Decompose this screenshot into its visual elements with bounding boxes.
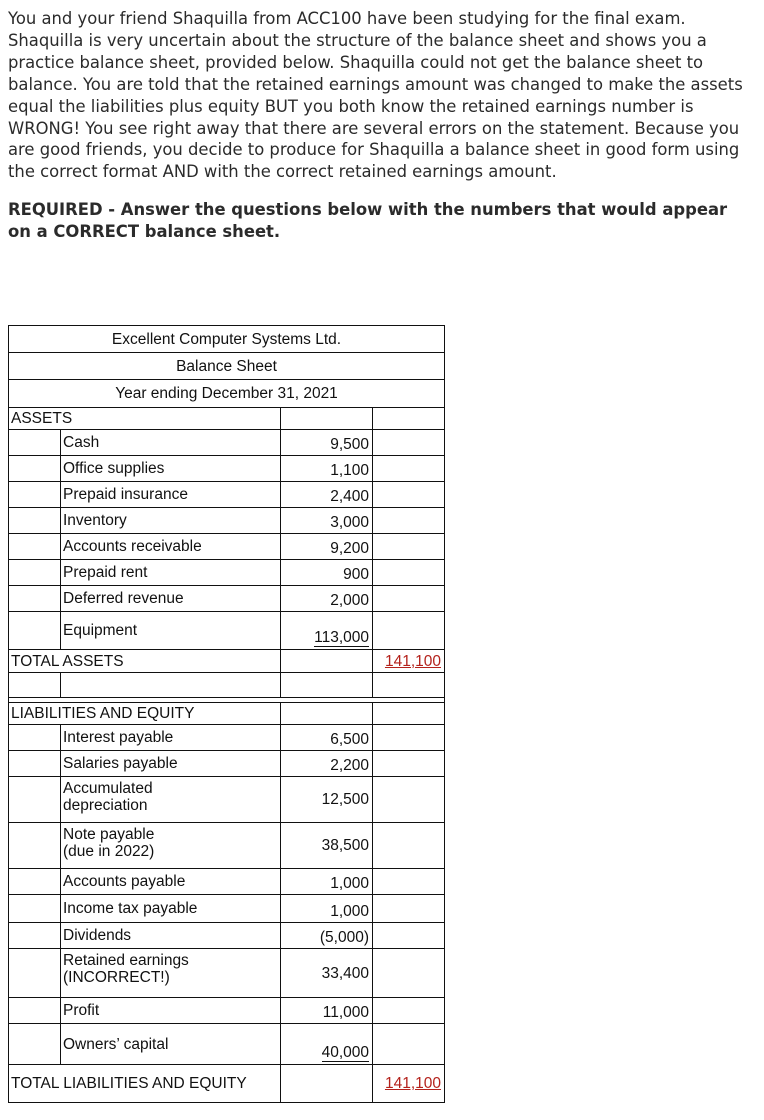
indent-cell [8, 895, 60, 923]
total-assets-cell [372, 650, 445, 673]
table-row [8, 923, 445, 949]
line-item-label: Prepaid rent [60, 560, 280, 586]
line-item-label-line1: Retained earnings [63, 952, 189, 969]
line-item-label: Accounts receivable [60, 534, 280, 560]
statement-period: Year ending December 31, 2021 [8, 380, 445, 407]
empty-cell [280, 1065, 372, 1103]
line-item-label: Dividends [60, 923, 280, 949]
line-item-label: Cash [60, 430, 280, 456]
line-item-amount: 12,500 [321, 791, 369, 808]
indent-cell [8, 560, 60, 586]
table-row [8, 430, 445, 456]
indent-cell [8, 869, 60, 895]
line-item-amount-cell [280, 869, 372, 895]
line-item-amount: 113,000 [314, 629, 369, 646]
empty-cell [372, 777, 445, 823]
assets-header: ASSETS [8, 407, 280, 430]
line-item-amount: 6,500 [330, 731, 369, 748]
empty-cell [372, 508, 445, 534]
line-item-amount: 11,000 [322, 1004, 369, 1021]
line-item-amount-cell [280, 823, 372, 869]
indent-cell [8, 534, 60, 560]
table-row [8, 534, 445, 560]
table-row [8, 751, 445, 777]
line-item-amount-cell [280, 534, 372, 560]
line-item-amount: 33,400 [321, 964, 369, 982]
table-row [8, 895, 445, 923]
line-item-amount-cell [280, 895, 372, 923]
line-item-label [60, 949, 280, 998]
line-item-amount: 2,200 [330, 757, 369, 774]
table-row [8, 482, 445, 508]
line-item-label-line2: (INCORRECT!) [63, 969, 170, 986]
empty-cell [372, 612, 445, 650]
empty-cell [372, 534, 445, 560]
table-row [8, 560, 445, 586]
indent-cell [8, 725, 60, 751]
line-item-label: Salaries payable [60, 751, 280, 777]
line-item-amount-cell [280, 923, 372, 949]
total-le-row [8, 1065, 445, 1103]
empty-cell [372, 482, 445, 508]
empty-cell [372, 823, 445, 869]
indent-cell [8, 751, 60, 777]
line-item-label: Income tax payable [60, 895, 280, 923]
indent-cell [8, 456, 60, 482]
empty-cell [372, 751, 445, 777]
indent-cell [8, 777, 60, 823]
line-item-amount-cell [280, 482, 372, 508]
line-item-amount-cell [280, 508, 372, 534]
line-item-amount: 3,000 [330, 514, 369, 531]
line-item-amount-cell [280, 456, 372, 482]
line-item-amount-cell [280, 777, 372, 823]
empty-cell [280, 673, 372, 698]
total-le-value: 141,100 [384, 1075, 441, 1092]
line-item-label [60, 777, 280, 823]
indent-cell [8, 823, 60, 869]
indent-cell [8, 1024, 60, 1065]
line-item-label: Equipment [60, 612, 280, 650]
line-item-amount-cell [280, 430, 372, 456]
table-row [8, 586, 445, 612]
table-row [8, 1024, 445, 1065]
line-item-label [60, 823, 280, 869]
table-row [8, 949, 445, 998]
line-item-amount: 1,000 [330, 903, 369, 920]
line-item-amount-cell [280, 998, 372, 1024]
line-item-amount: 1,100 [330, 462, 369, 479]
line-item-label-line2: depreciation [63, 797, 148, 814]
empty-cell [372, 430, 445, 456]
line-item-amount-cell [280, 725, 372, 751]
line-item-amount: (5,000) [319, 929, 369, 946]
empty-cell [372, 1024, 445, 1065]
indent-cell [8, 508, 60, 534]
line-item-label-line1: Accumulated [63, 780, 153, 797]
assets-header-row [8, 407, 445, 430]
empty-cell [372, 998, 445, 1024]
empty-cell [372, 456, 445, 482]
empty-cell [60, 673, 280, 698]
line-item-label: Profit [60, 998, 280, 1024]
empty-cell [8, 673, 60, 698]
line-item-amount: 9,200 [330, 540, 369, 557]
line-item-label: Interest payable [60, 725, 280, 751]
line-item-amount-cell [280, 612, 372, 650]
empty-cell [280, 650, 372, 673]
table-row [8, 508, 445, 534]
empty-cell [280, 702, 372, 725]
line-item-amount: 1,000 [330, 875, 369, 892]
line-item-amount: 9,500 [330, 436, 369, 453]
empty-cell [372, 949, 445, 998]
total-assets-row [8, 650, 445, 673]
line-item-amount: 40,000 [321, 1044, 369, 1061]
empty-cell [372, 560, 445, 586]
line-item-amount-cell [280, 751, 372, 777]
indent-cell [8, 949, 60, 998]
empty-cell [280, 407, 372, 430]
le-header: LIABILITIES AND EQUITY [8, 702, 280, 725]
empty-cell [372, 673, 445, 698]
total-le-cell [372, 1065, 445, 1103]
table-row [8, 998, 445, 1024]
empty-cell [372, 586, 445, 612]
line-item-label: Deferred revenue [60, 586, 280, 612]
empty-cell [372, 895, 445, 923]
line-item-amount-cell [280, 586, 372, 612]
total-assets-label: TOTAL ASSETS [8, 650, 280, 673]
header-row-title [8, 353, 445, 380]
empty-cell [372, 923, 445, 949]
blank-row [8, 673, 445, 698]
line-item-label: Accounts payable [60, 869, 280, 895]
statement-title: Balance Sheet [8, 353, 445, 380]
line-item-amount-cell [280, 1024, 372, 1065]
empty-cell [372, 869, 445, 895]
question-prompt [8, 8, 753, 243]
empty-cell [372, 702, 445, 725]
table-row [8, 823, 445, 869]
table-row [8, 725, 445, 751]
header-row-company [8, 325, 445, 353]
total-assets-value: 141,100 [384, 652, 441, 670]
indent-cell [8, 923, 60, 949]
line-item-amount: 900 [343, 566, 369, 583]
indent-cell [8, 482, 60, 508]
table-row [8, 612, 445, 650]
table-row [8, 456, 445, 482]
line-item-label-line1: Note payable [63, 826, 155, 843]
table-row [8, 869, 445, 895]
line-item-amount: 2,400 [330, 488, 369, 505]
line-item-label: Prepaid insurance [60, 482, 280, 508]
empty-cell [372, 407, 445, 430]
line-item-label: Owners’ capital [60, 1024, 280, 1065]
indent-cell [8, 998, 60, 1024]
le-header-row [8, 702, 445, 725]
total-le-label: TOTAL LIABILITIES AND EQUITY [8, 1065, 280, 1103]
table-row [8, 777, 445, 823]
header-row-period [8, 380, 445, 407]
required-instruction: REQUIRED - Answer the questions below with the numbers that would appear on a CORRECT balance sheet. [8, 200, 728, 242]
company-name: Excellent Computer Systems Ltd. [8, 325, 445, 353]
line-item-amount: 2,000 [330, 592, 369, 609]
line-item-amount: 38,500 [321, 837, 369, 854]
balance-sheet-table [8, 325, 445, 1103]
indent-cell [8, 430, 60, 456]
line-item-amount-cell [280, 949, 372, 998]
line-item-label: Inventory [60, 508, 280, 534]
scenario-paragraph: You and your friend Shaquilla from ACC100 have been studying for the final exam. Shaquilla is very uncertain about the structure of the balance sheet and shows you a practice balance sheet, provided below. Shaquilla could not get the balance sheet to balance. You are told that the retained earnings amount was changed to make the assets equal the liabilities plus equity BUT you both know the retained earnings number is WRONG! You see right away that there are several errors on the statement. Because you are good friends, you decide to produce for Shaquilla a balance sheet in good form using the correct format AND with the correct retained earnings amount. [8, 9, 743, 182]
indent-cell [8, 612, 60, 650]
line-item-label-line2: (due in 2022) [63, 843, 155, 860]
empty-cell [372, 725, 445, 751]
line-item-amount-cell [280, 560, 372, 586]
indent-cell [8, 586, 60, 612]
line-item-label: Office supplies [60, 456, 280, 482]
